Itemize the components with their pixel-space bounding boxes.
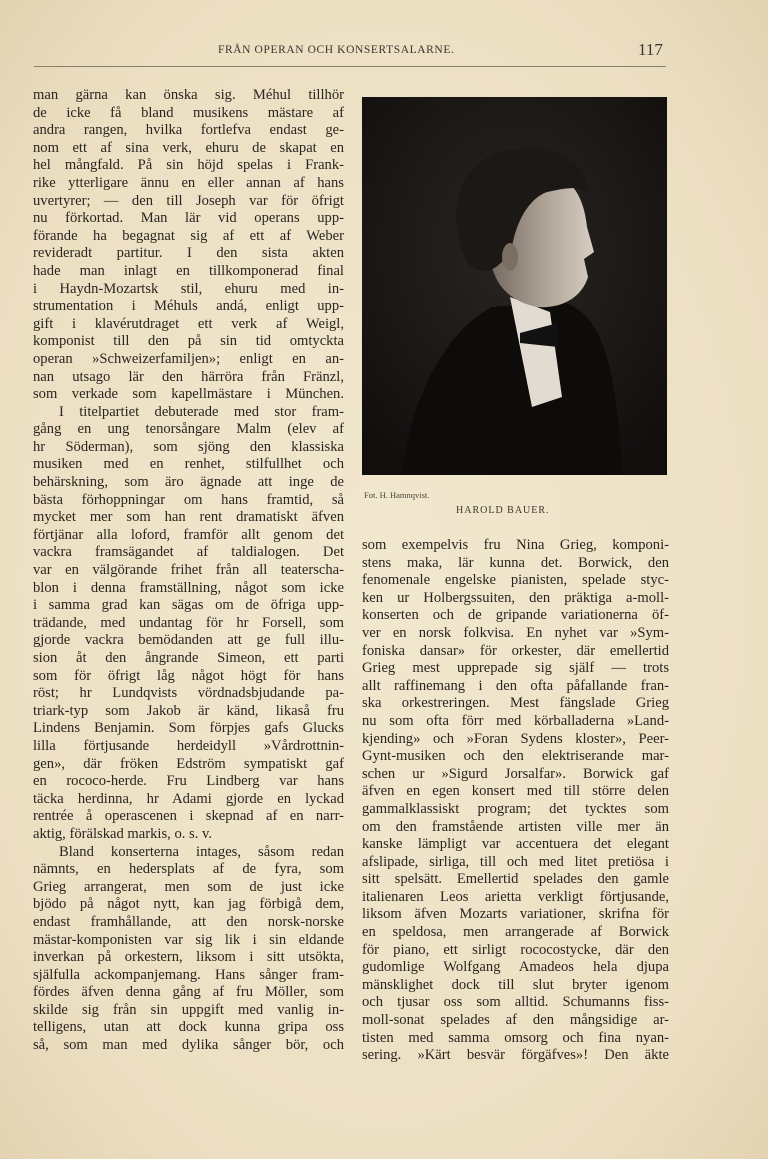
text-line: en rococo-herde. Fru Lindberg var hans (33, 773, 344, 790)
text-line: nom ett af sina verk, ehuru de skapat en (33, 139, 344, 156)
text-line: förande ha begagnat sig af ett af Weber (33, 227, 344, 244)
text-line: i samma grad kan sägas om de öfriga upp- (33, 597, 344, 614)
text-line: rike ytterligare ännu en eller annan af hans (33, 174, 344, 191)
text-line: afslipade, sirliga, till och med litet pretiösa i (362, 853, 669, 870)
text-line: för piano, ett sirligt rococostycke, där den (362, 941, 669, 958)
text-line: man gärna kan önska sig. Méhul tillhör (33, 87, 344, 103)
text-line: förtjänar alla loford, framför allt genom det (33, 526, 344, 543)
text-line: vackra framsägandet af taldialogen. Det (33, 544, 344, 561)
text-line: Bland konserterna intages, såsom redan (59, 843, 344, 860)
text-line: Grieg mest upprepade sig själf — trots (362, 660, 669, 677)
text-line: gammalklassiskt program; det tycktes som (362, 800, 669, 817)
text-line: andra rangen, hvilka fortlefva endast ge- (33, 122, 344, 139)
text-line: trädande, med undantag för hr Forsell, som (33, 614, 344, 631)
text-line: hel mångfald. På sin höjd spelas i Frank- (33, 157, 344, 174)
text-line: mästar-komponisten var sig lik i sin eldande (33, 931, 344, 948)
text-line: bjödo på något nytt, kan jag förbigå dem, (33, 896, 344, 913)
figure-caption: HAROLD BAUER. (456, 505, 550, 516)
text-line: inverkan på orkestern, liksom i sitt utsökta, (33, 949, 344, 966)
text-line: schen ur »Sigurd Jorsalfar». Borwick gaf (362, 765, 669, 782)
text-line: musiken med en renhet, stilfullhet och (33, 456, 344, 473)
text-line: I titelpartiet debuterade med stor fram- (59, 403, 344, 420)
text-line: om den framstående artisten ville mer än (362, 818, 669, 835)
text-line: rentrée å operascenen i skepnad af en narr- (33, 808, 344, 825)
text-line: nämnts, en hedersplats af de fyra, som (33, 861, 344, 878)
text-line: revideradt partitur. I den sista akten (33, 245, 344, 262)
text-line: Grieg arrangerat, men som de just icke (33, 878, 344, 895)
text-line: täcka herdinna, hr Adami gjorde en lyckad (33, 790, 344, 807)
text-line: så, som man med dylika sånger bör, och (33, 1037, 344, 1054)
text-line: bästa förhoppningar om hans framtid, så (33, 491, 344, 508)
text-line: ver en norsk folkvisa. En nyhet var »Sym- (362, 624, 669, 641)
text-line: triark-typ som Jakob är känd, likaså fru (33, 702, 344, 719)
text-line: uvertyrer; — den till Joseph var för öfrigt (33, 192, 344, 209)
header-rule (34, 66, 666, 67)
text-line: italienaren Leos arietta verkligt förtjusande, (362, 888, 669, 905)
text-line: fenomenale engelske pianisten, spelade styc- (362, 572, 669, 589)
text-line: i Haydn-Mozartsk stil, ehuru med in- (33, 280, 344, 297)
text-line: strumentation i Méhuls andá, enligt upp- (33, 298, 344, 315)
text-line: som exempelvis fru Nina Grieg, komponi- (362, 537, 669, 553)
photo-credit: Fot. H. Hamnqvist. (364, 490, 430, 500)
text-line: komponist till den på sin tid omtyckta (33, 333, 344, 350)
text-line: som för öfrigt låg något högt för hans (33, 667, 344, 684)
text-line: fördes äfven denna gång af fru Möller, som (33, 984, 344, 1001)
text-line: de icke få bland musikens mästare af (33, 104, 344, 121)
running-title: FRÅN OPERAN OCH KONSERTSALARNE. (218, 44, 455, 56)
text-line: gift i klavérutdraget ett verk af Weigl, (33, 315, 344, 332)
text-line: röst; hr Lundqvists vördnadsbjudande pa- (33, 685, 344, 702)
text-line: sering. »Kärt besvär förgäfves»! Den äkte (362, 1047, 669, 1064)
text-line: foniska dansar» för orkester, där emellertid (362, 642, 669, 659)
text-line: gång en ung tenorsångare Malm (elev af (33, 421, 344, 438)
text-line: kjending» och »Foran Sydens kloster», Peer- (362, 730, 669, 747)
left-column (33, 87, 344, 1055)
text-line: och tjusar oss som alltid. Schumanns fiss- (362, 994, 669, 1011)
text-line: Gynt-musiken och den elektriserande mar- (362, 748, 669, 765)
text-line: mycket mer som han rent dramatiskt äfven (33, 509, 344, 526)
text-line: blon i denna framställning, något som icke (33, 579, 344, 596)
text-line: nu som ofta förr med körballaderna »Land- (362, 712, 669, 729)
text-line: gen», där fröken Edström sympatiskt gaf (33, 755, 344, 772)
text-line: nan utsago lär den härröra från Fränzl, (33, 368, 344, 385)
text-line: nu förkortad. Man lär vid operans upp- (33, 210, 344, 227)
text-line: aktig, förälskad markis, o. s. v. (33, 825, 213, 842)
text-line: konserten och de gripande variationerna öf- (362, 607, 669, 624)
text-line: behärskning, som äro ägnade att inge de (33, 474, 344, 491)
text-line: äfven en egen konsert med till större delen (362, 783, 669, 800)
text-line: ken ur Holbergssuiten, den präktiga a-moll- (362, 589, 669, 606)
text-line: hr Söderman), som sjöng den klassiska (33, 438, 344, 455)
text-line: stens maka, lär kunna det. Borwick, den (362, 554, 669, 571)
text-line: mänsklighet dock till slut bryter igenom (362, 976, 669, 993)
text-line: tisten med samma omsorg och fina nyan- (362, 1029, 669, 1046)
text-line: moll-sonat spelades af den mångsidige ar- (362, 1012, 669, 1029)
text-line: allt raffinemang i den ofta påfallande fran- (362, 677, 669, 694)
text-line: en speldosa, men arrangerade af Borwick (362, 924, 669, 941)
text-line: ska orkestreringen. Mest fängslade Grieg (362, 695, 669, 712)
page-number: 117 (638, 40, 663, 59)
text-line: operan »Schweizerfamiljen»; enligt en an- (33, 350, 344, 367)
text-line: sitt spelsätt. Emellertid spelades den gamle (362, 871, 669, 888)
text-line: lilla förtjusande herdeidyll »Vårdrottnin- (33, 737, 344, 754)
text-line: sion åt den ångrande Simeon, ett parti (33, 650, 344, 666)
text-line: var en välgörande frihet från all teaterscha- (33, 562, 344, 579)
text-line: gudomlige Wolfgang Amadeos hela djupa (362, 959, 669, 976)
text-line: kanske lämpligt var accentuera det elegant (362, 836, 669, 853)
portrait-photo (362, 97, 667, 475)
right-column (362, 537, 669, 1065)
text-line: telligens, utan att dock kunna gripa oss (33, 1019, 344, 1036)
text-line: liksom äfven Mozarts variationer, skrifna för (362, 906, 669, 923)
text-line: Lindens Benjamin. Som förpjes gafs Glucks (33, 720, 344, 737)
text-line: skilde sig från sin uppgift med vanlig in- (33, 1001, 344, 1018)
text-line: endast framhållande, att den norsk-norske (33, 913, 344, 930)
text-line: själfulla ackompanjemang. Hans sånger fram- (33, 966, 344, 983)
text-line: hade man inlagt en tillkomponerad final (33, 262, 344, 279)
text-line: gjorde vackra bemödanden att ge full illu- (33, 632, 344, 649)
text-line: som verkade som kapellmästare i München. (33, 386, 344, 403)
